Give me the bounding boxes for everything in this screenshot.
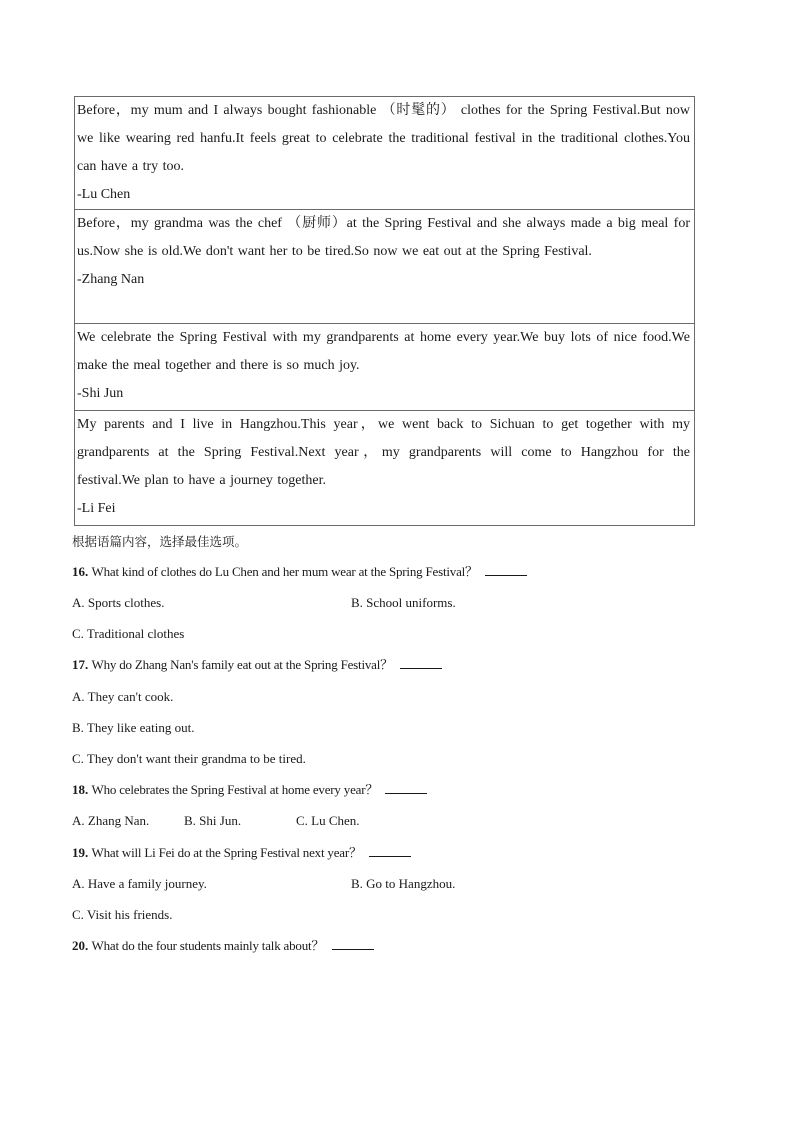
question-20 bbox=[72, 937, 374, 955]
passage-author: -Li Fei bbox=[77, 501, 116, 516]
passage-lu-chen bbox=[75, 97, 694, 210]
option-b[interactable]: B. They like eating out. bbox=[72, 720, 195, 735]
question-text: What will Li Fei do at the Spring Festival next year？ bbox=[91, 845, 362, 860]
answer-blank[interactable] bbox=[332, 937, 374, 950]
option-c[interactable]: C. They don't want their grandma to be tired. bbox=[72, 751, 306, 766]
question-number: 17. bbox=[72, 657, 89, 672]
option-c[interactable]: C. Lu Chen. bbox=[296, 813, 360, 828]
passage-li-fei bbox=[75, 411, 694, 525]
question-number: 16. bbox=[72, 564, 89, 579]
question-text: What kind of clothes do Lu Chen and her mum wear at the Spring Festival？ bbox=[91, 564, 478, 579]
passage-shi-jun bbox=[75, 324, 694, 411]
passage-author: -Zhang Nan bbox=[77, 272, 145, 287]
instruction: 根据语篇内容，选择最佳选项。 bbox=[72, 534, 248, 549]
passage-text: We celebrate the Spring Festival with my grandparents at home every year.We buy lots of nice food.We make the meal together and there is so much joy. bbox=[77, 330, 690, 373]
question-17 bbox=[72, 656, 442, 674]
option-b[interactable]: B. Shi Jun. bbox=[184, 813, 242, 828]
question-18 bbox=[72, 781, 427, 799]
passage-text: Before，my mum and I always bought fashionable （时髦的） clothes for the Spring Festival.But now we like wearing red hanfu.It feels great to celebrate the traditional festival in the traditional clothes.You can have a try too. bbox=[77, 103, 690, 174]
answer-blank[interactable] bbox=[369, 844, 411, 857]
option-c[interactable]: C. Traditional clothes bbox=[72, 626, 185, 641]
option-c[interactable]: C. Visit his friends. bbox=[72, 907, 173, 922]
option-b[interactable]: B. Go to Hangzhou. bbox=[351, 876, 456, 891]
answer-blank[interactable] bbox=[385, 781, 427, 794]
question-number: 20. bbox=[72, 938, 89, 953]
option-a[interactable]: A. Zhang Nan. bbox=[72, 813, 150, 828]
question-number: 18. bbox=[72, 782, 89, 797]
answer-blank[interactable] bbox=[400, 656, 442, 669]
question-text: Who celebrates the Spring Festival at home every year？ bbox=[91, 782, 379, 797]
question-16 bbox=[72, 563, 527, 581]
passage-table bbox=[74, 96, 695, 526]
option-a[interactable]: A. They can't cook. bbox=[72, 689, 174, 704]
question-text: Why do Zhang Nan's family eat out at the Spring Festival？ bbox=[91, 657, 393, 672]
option-a[interactable]: A. Sports clothes. bbox=[72, 595, 165, 610]
passage-text: My parents and I live in Hangzhou.This year，we went back to Sichuan to get together with my grandparents at the Spring Festival.Next year，my grandparents will come to Hangzhou for the festival.We plan to have a journey together. bbox=[77, 417, 690, 488]
option-b[interactable]: B. School uniforms. bbox=[351, 595, 456, 610]
passage-author: -Lu Chen bbox=[77, 187, 131, 202]
option-a[interactable]: A. Have a family journey. bbox=[72, 876, 207, 891]
answer-blank[interactable] bbox=[485, 563, 527, 576]
question-text: What do the four students mainly talk about？ bbox=[91, 938, 325, 953]
passage-zhang-nan bbox=[75, 210, 694, 324]
passage-author: -Shi Jun bbox=[77, 386, 124, 401]
question-19 bbox=[72, 844, 411, 862]
passage-text: Before，my grandma was the chef （厨师）at the Spring Festival and she always made a big meal for us.Now she is old.We don't want her to be tired.So now we eat out at the Spring Festival. bbox=[77, 216, 690, 259]
question-number: 19. bbox=[72, 845, 89, 860]
